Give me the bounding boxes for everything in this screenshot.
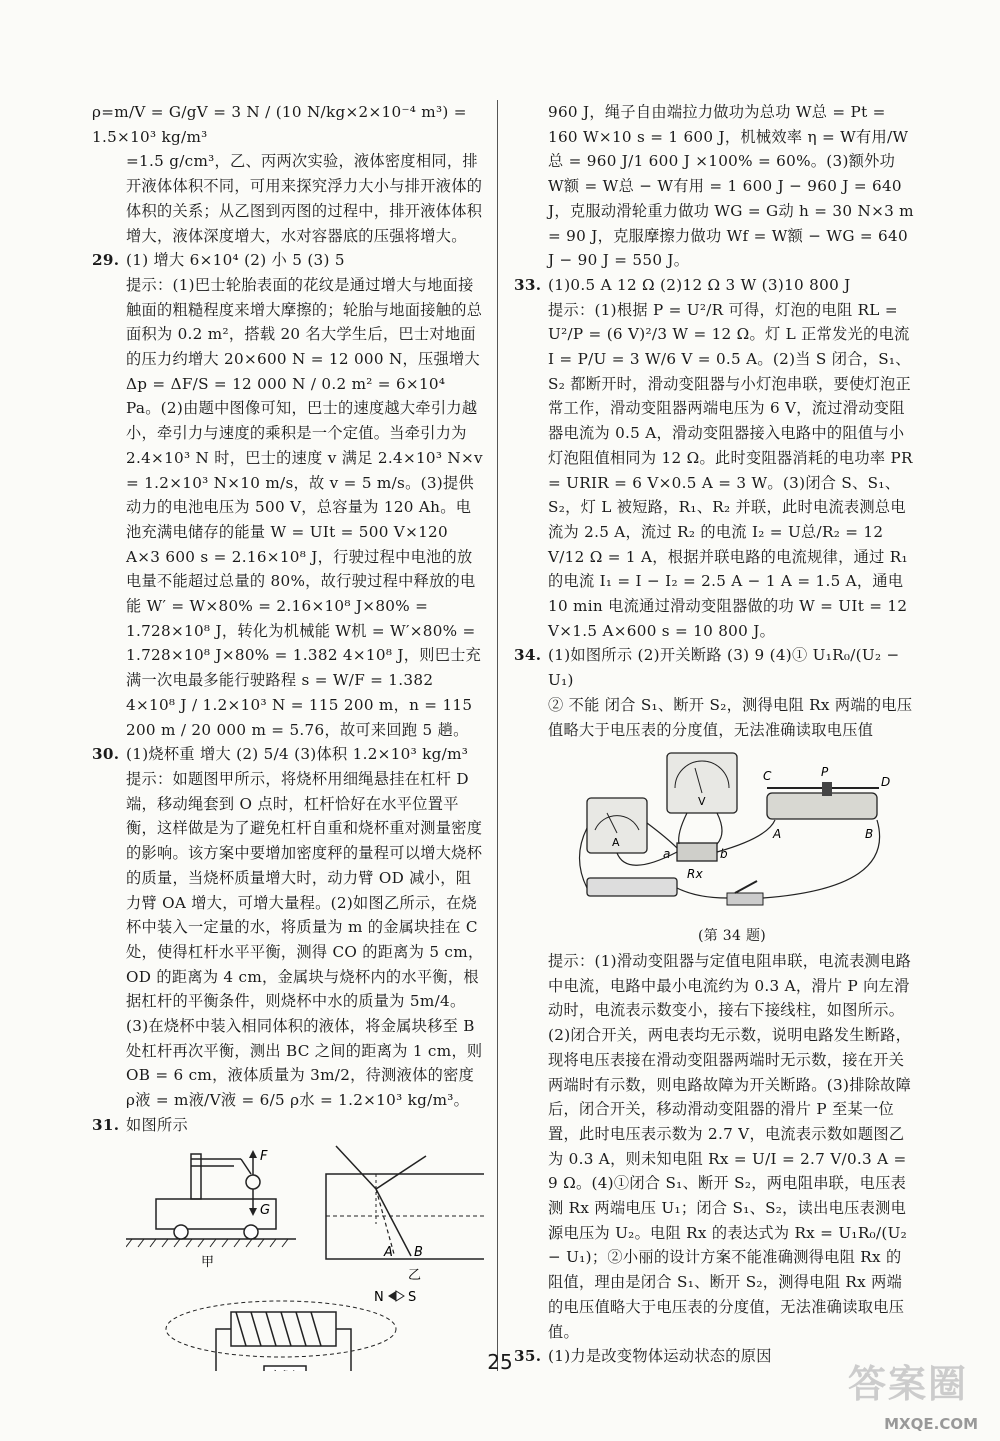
label-C: C	[763, 769, 772, 784]
column-divider	[497, 100, 498, 1371]
voltmeter-label: V	[698, 795, 706, 809]
question-33	[514, 273, 916, 644]
hint-text: 提示：如题图甲所示，将烧杯用细绳悬挂在杠杆 D 端，移动绳套到 O 点时，杠杆恰好在水平位置平衡，这样做是为了避免杠杆自重和烧杯重对测量密度的影响。该方案中要增加密度秤的量程可以增大烧杯的质量，当烧杯质量增大时，动力臂 OD 减小，阻力臂 OA 增大，可增大量程。(2)如图乙所示，在烧杯中装入一定量的水，将质量为 m 的金属块挂在 C 处，使得杠杆水平平衡，测得 CO 的距离为 5 cm，OD 的距离为 4 cm，金属块与烧杯内的水平衡，根据杠杆的平衡条件，则烧杯中水的质量为 5m/4。(3)在烧杯中装入相同体积的液体，将金属块移至 B 处杠杆再次平衡，测出 BC 之间的距离为 1 cm，则 OB = 6 cm，液体质量为 3m/2，待测液体的密度 ρ液 = m液/V液 = 6/5 ρ水 = 1.2×10³ kg/m³。	[126, 769, 484, 1110]
label-b: b	[720, 847, 728, 862]
label-S: S	[408, 1289, 417, 1305]
right-column	[514, 100, 916, 1371]
label-A-terminal: A	[773, 827, 782, 842]
ammeter-label: A	[612, 836, 620, 850]
figure-31	[126, 1144, 484, 1371]
answer-line: (1) 增大 6×10⁴ (2) 小 5 (3) 5	[126, 251, 345, 270]
watermark-logo: 答案圈	[847, 1362, 968, 1406]
figure-34-circuit	[567, 748, 897, 918]
q28-continuation: =1.5 g/cm³，乙、丙两次实验，液体密度相同，排开液体体积不同，可用来探究浮力大小与排开液体的体积的关系；从乙图到丙图的过程中，排开液体体积增大，液体深度增大，水对容器底的压强将增大。	[126, 152, 483, 245]
figure-31-diagram	[126, 1144, 484, 1371]
label-N: N	[374, 1289, 385, 1305]
watermark	[828, 1353, 978, 1433]
answer-line-1: (1)力是改变物体运动状态的原因	[548, 1347, 772, 1366]
question-number: 30.	[92, 745, 120, 764]
question-29	[92, 248, 484, 742]
label-a: a	[663, 847, 671, 862]
question-31	[92, 1113, 484, 1371]
diagram-jia	[126, 1149, 296, 1270]
figure-34	[548, 748, 916, 918]
question-number: 33.	[514, 275, 542, 294]
left-column	[92, 100, 484, 1371]
voltmeter	[667, 753, 737, 813]
label-D: D	[881, 775, 891, 790]
label-yi: 乙	[408, 1267, 422, 1283]
question-number: 31.	[92, 1115, 120, 1134]
answer-line-2: ② 不能 闭合 S₁、断开 S₂，测得电阻 Rx 两端的电压值略大于电压表的分度值，无法准确读取电压值	[548, 695, 913, 739]
question-30	[92, 742, 484, 1113]
answer-line: 如图所示	[126, 1115, 188, 1134]
page-number: 25	[487, 1350, 513, 1374]
label-jia: 甲	[201, 1254, 215, 1270]
hint-text: 提示：(1)巴士轮胎表面的花纹是通过增大与地面接触面的粗糙程度来增大摩擦的；轮胎与地面接触的总面积为 0.2 m²，搭载 20 名大学生后，巴士对地面的压力约增大 20×600 N = 12 000 N，压强增大 Δp = ΔF/S = 12 000 N / 0.2 m² = 6×10⁴ Pa。(2)由题中图像可知，巴士的速度越大牵引力越小，牵引力与速度的乘积是一个定值。当牵引力为 2.4×10³ N 时，巴士的速度 v 满足 2.4×10³ N×v = 1.2×10³ N×10 m/s，故 v = 5 m/s。(3)提供动力的电池电压为 500 V，总容量为 120 Ah。电池充满电储存的能量 W = UIt = 500 V×120 A×3 600 s = 2.16×10⁸ J，行驶过程中电池的放电量不能超过总量的 80%，故行驶过程中释放的电能 W′ = W×80% = 2.16×10⁸ J×80% = 1.728×10⁸ J，转化为机械能 W机 = W′×80% = 1.728×10⁸ J×80% = 1.382 4×10⁸ J，则巴士充满一次电最多能行驶路程 s = W/F = 1.382 4×10⁸ J / 1.2×10³ N = 115 200 m，n = 115 200 m / 20 000 m = 5.76，故可来回跑 5 趟。	[126, 275, 483, 739]
question-number: 35.	[514, 1347, 542, 1366]
question-number: 29.	[92, 251, 120, 270]
label-Rx: Rx	[687, 867, 704, 882]
label-B: B	[414, 1244, 424, 1260]
ammeter	[587, 798, 647, 853]
rheostat	[763, 765, 891, 841]
diagram-yi	[326, 1146, 484, 1283]
figure-34-caption: (第 34 题)	[697, 928, 767, 945]
question-number: 34.	[514, 646, 542, 665]
label-G: G	[260, 1202, 271, 1218]
label-P: P	[821, 765, 829, 780]
q28-density-line: ρ=m/V = G/gV = 3 N / (10 N/kg×2×10⁻⁴ m³) = 1.5×10³ kg/m³	[92, 103, 467, 146]
answer-line: (1)0.5 A 12 Ω (2)12 Ω 3 W (3)10 800 J	[548, 275, 851, 294]
answer-line: (1)烧杯重 增大 (2) 5/4 (3)体积 1.2×10³ kg/m³	[126, 745, 469, 764]
label-A: A	[384, 1244, 394, 1260]
watermark-text: MXQE.COM	[884, 1415, 978, 1433]
answer-line: (1)如图所示 (2)开关断路 (3) 9 (4)① U₁R₀/(U₂ − U₁)	[548, 646, 900, 690]
hint-text: 提示：(1)滑动变阻器与定值电阻串联，电流表测电路中电流，电路中最小电流约为 0.3 A，滑片 P 向左滑动时，电流表示数变小，接右下接线柱，如图所示。(2)闭合开关，两电表均无示数，说明电路发生断路，现将电压表接在滑动变阻器两端时无示数，接在开关两端时有示数，则电路故障为开关断路。(3)排除故障后，闭合开关，移动滑动变阻器的滑片 P 至某一位置，此时电压表示数为 2.7 V，电流表示数如题图乙为 0.3 A，则未知电阻 Rx = U/I = 2.7 V/0.3 A = 9 Ω。(4)①闭合 S₁、断开 S₂，两电阻串联，电压表测 Rx 两端电压 U₁；闭合 S₁、S₂，读出电压表测电源电压为 U₂。电阻 Rx 的表达式为 Rx = U₁R₀/(U₂ − U₁)；②小丽的设计方案不能准确测得电阻 Rx 的阻值，理由是闭合 S₁、断开 S₂，测得电阻 Rx 两端的电压值略大于电压表的分度值，无法准确读取电压值。	[548, 951, 912, 1341]
hint-text: 提示：(1)根据 P = U²/R 可得，灯泡的电阻 RL = U²/P = (6 V)²/3 W = 12 Ω。灯 L 正常发光的电流 I = P/U = 3 W/6 V = 0.5 A。(2)当 S 闭合，S₁、S₂ 都断开时，滑动变阻器与小灯泡串联，要使灯泡正常工作，滑动变阻器两端电压为 6 V，流过滑动变阻器电流为 0.5 A，滑动变阻器接入电路中的阻值与小灯泡阻值相同为 12 Ω。此时变阻器消耗的电功率 PR = URIR = 6 V×0.5 A = 3 W。(3)闭合 S、S₁、S₂，灯 L 被短路，R₁、R₂ 并联，此时电流表测总电流为 2.5 A，流过 R₂ 的电流 I₂ = U总/R₂ = 12 V/12 Ω = 1 A，根据并联电路的电流规律，通过 R₁ 的电流 I₁ = I − I₂ = 2.5 A − 1 A = 1.5 A，通电 10 min 电流通过滑动变阻器做的功 W = UIt = 12 V×1.5 A×600 s = 10 800 J。	[548, 300, 913, 640]
q32-continuation: 960 J，绳子自由端拉力做功为总功 W总 = Pt = 160 W×10 s = 1 600 J，机械效率 η = W有用/W总 = 960 J/1 600 J ×100% = 60%。(3)额外功 W额 = W总 − W有用 = 1 600 J − 960 J = 640 J，克服动滑轮重力做功 WG = G动 h = 30 N×3 m = 90 J，克服摩擦力做功 Wf = W额 − WG = 640 J − 90 J = 550 J。	[548, 103, 914, 270]
label-F: F	[260, 1148, 268, 1164]
question-34	[514, 643, 916, 1344]
label-B-terminal: B	[865, 827, 874, 842]
